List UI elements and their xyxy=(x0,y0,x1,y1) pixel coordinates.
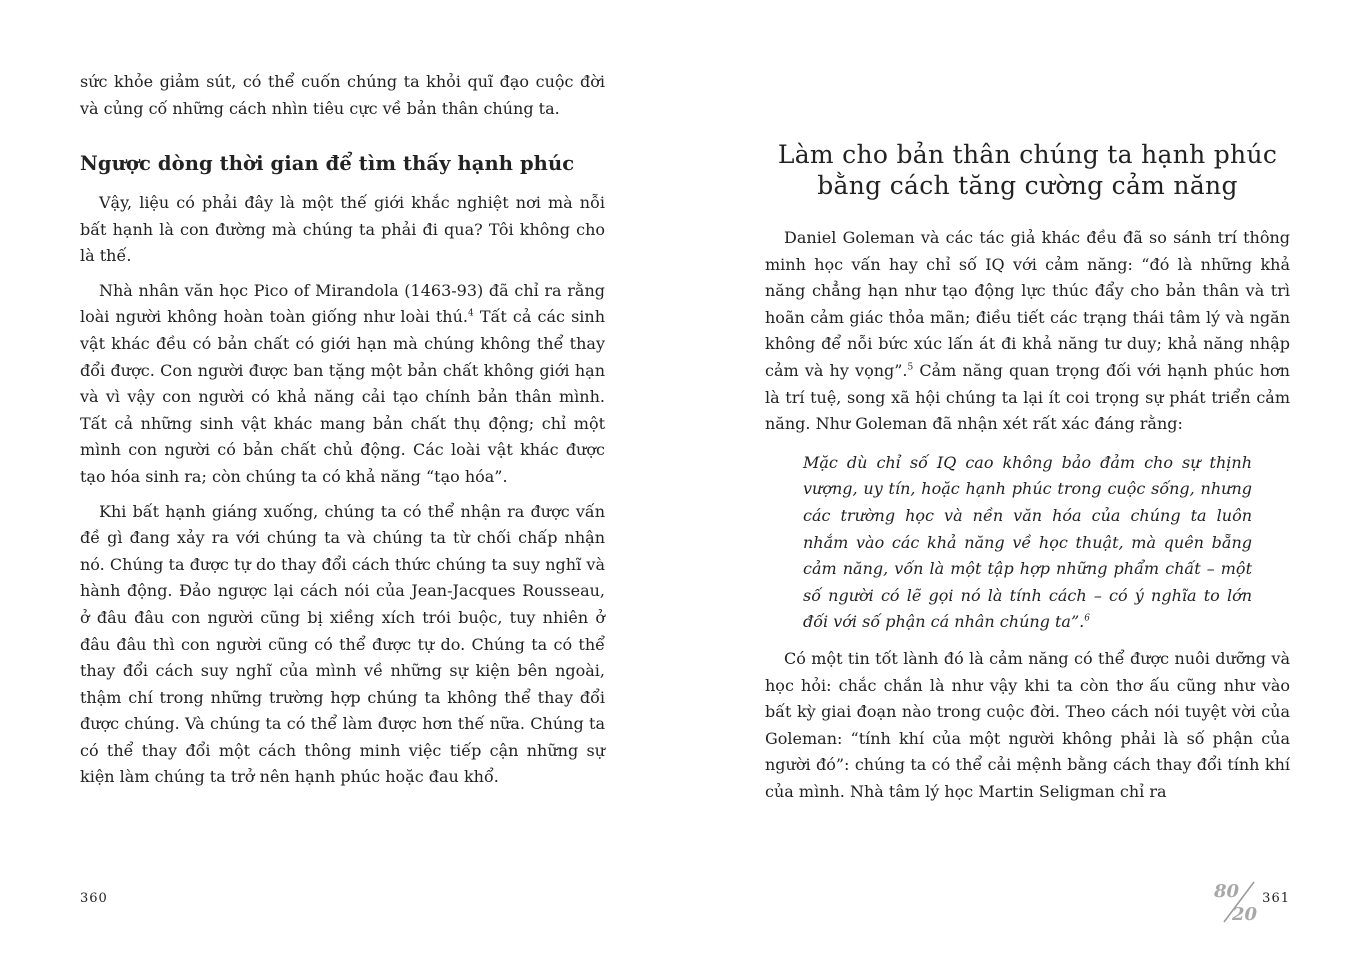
right-body xyxy=(765,225,1290,813)
footnote-ref-6[interactable]: 6 xyxy=(1084,613,1090,624)
section-heading: Ngược dòng thời gian để tìm thấy hạnh phúc xyxy=(80,152,575,175)
chapter-heading-line-1: Làm cho bản thân chúng ta hạnh phúc xyxy=(777,140,1278,169)
right-page xyxy=(765,0,1290,969)
left-paragraph-2-part-b: Tất cả các sinh vật khác đều có bản chất có giới hạn mà chúng không thể thay đổi được. Con người được ban tặng một bản chất không giới hạn và vì vậy con người có khả năng cải tạo chính bản thân mình. Tất cả những sinh vật khác mang bản chất thụ động; chỉ một mình con người có bản chất chủ động. Các loài vật khác được tạo hóa sinh ra; còn chúng ta có khả năng “tạo hóa”. xyxy=(80,307,606,486)
left-paragraph-2 xyxy=(80,278,605,491)
footnote-ref-4[interactable]: 4 xyxy=(467,309,474,320)
page-number-right: 361 xyxy=(1262,891,1290,906)
left-opening-paragraph: sức khỏe giảm sút, có thể cuốn chúng ta khỏi quĩ đạo cuộc đời và củng cố những cách nhìn tiêu cực về bản thân chúng ta. xyxy=(80,72,605,118)
left-body xyxy=(80,190,605,799)
left-page xyxy=(80,0,605,969)
logo-bottom-number: 20 xyxy=(1232,904,1258,924)
block-quote xyxy=(803,450,1252,636)
left-opening-block xyxy=(80,69,605,130)
left-paragraph-3: Khi bất hạnh giáng xuống, chúng ta có thể nhận ra được vấn đề gì đang xảy ra với chúng ta và chúng ta từ chối chấp nhận nó. Chúng ta được tự do thay đổi cách thức chúng ta suy nghĩ và hành động. Đảo ngược lại cách nói của Jean-Jacques Rousseau, ở đâu đâu con người cũng bị xiềng xích trói buộc, tuy nhiên ở đâu đâu thì con người cũng có thể được tự do. Chúng ta có thể thay đổi cách suy nghĩ của mình về những sự kiện bên ngoài, thậm chí trong những trường hợp chúng ta không thể thay đổi được chúng. Và chúng ta có thể làm được hơn thế nữa. Chúng ta có thể thay đổi một cách thông minh việc tiếp cận những sự kiện làm chúng ta trở nên hạnh phúc hoặc đau khổ. xyxy=(80,501,605,787)
chapter-heading xyxy=(765,139,1290,201)
left-paragraph-1: Vậy, liệu có phải đây là một thế giới khắc nghiệt nơi mà nỗi bất hạnh là con đường mà chúng ta phải đi qua? Tôi không cho là thế. xyxy=(80,193,605,266)
publisher-logo-icon xyxy=(1212,878,1262,924)
footnote-ref-5[interactable]: 5 xyxy=(907,362,914,373)
chapter-heading-line-2: bằng cách tăng cường cảm năng xyxy=(817,171,1238,200)
left-paragraph-2-part-a: Nhà nhân văn học Pico of Mirandola (1463-93) đã chỉ ra rằng loài người không hoàn toàn giống như loài thú. xyxy=(80,280,605,327)
page-number-left: 360 xyxy=(80,891,108,906)
right-paragraph-1 xyxy=(765,225,1290,438)
right-paragraph-2: Có một tin tốt lành đó là cảm năng có thể được nuôi dưỡng và học hỏi: chắc chắn là như vậy khi ta còn thơ ấu cũng như vào bất kỳ giai đoạn nào trong cuộc đời. Theo cách nói tuyệt vời của Goleman: “tính khí của một người không phải là số phận của người đó”: chúng ta có thể cải mệnh bằng cách thay đổi tính khí của mình. Nhà tâm lý học Martin Seligman chỉ ra xyxy=(765,648,1290,801)
logo-top-number: 80 xyxy=(1214,881,1240,902)
right-paragraph-1-part-b: Cảm năng quan trọng đối với hạnh phúc hơn là trí tuệ, song xã hội chúng ta lại ít coi trọng sự phát triển cảm năng. Như Goleman đã nhận xét rất xác đáng rằng: xyxy=(765,360,1290,434)
block-quote-text: Mặc dù chỉ số IQ cao không bảo đảm cho sự thịnh vượng, uy tín, hoặc hạnh phúc trong cuộc sống, nhưng các trường học và nền văn hóa của chúng ta luôn nhắm vào các khả năng về học thuật, mà quên bẵng cảm năng, vốn là một tập hợp những phẩm chất – một số người có lẽ gọi nó là tính cách – có ý nghĩa to lớn đối với số phận cá nhân chúng ta”. xyxy=(803,452,1252,632)
right-paragraph-1-part-a: Daniel Goleman và các tác giả khác đều đã so sánh trí thông minh học vấn hay chỉ số IQ với cảm năng: “đó là những khả năng chẳng hạn như tạo động lực thúc đẩy cho bản thân và trì hoãn cảm giác thỏa mãn; điều tiết các trạng thái tâm lý và ngăn không để nỗi bức xúc lấn át đi khả năng tư duy; khả năng nhập cảm và hy vọng”. xyxy=(765,228,1290,380)
